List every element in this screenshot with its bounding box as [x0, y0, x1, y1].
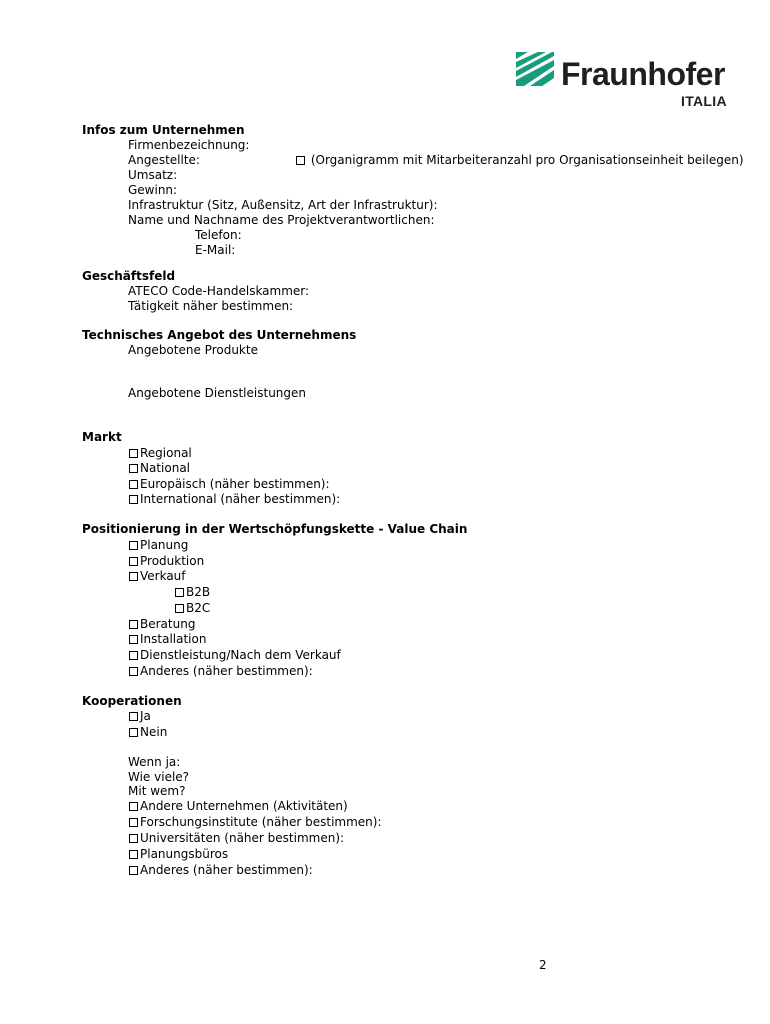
text-wie-viele: Wie viele? — [128, 770, 190, 784]
option-ja — [129, 708, 151, 724]
checkbox-national[interactable] — [129, 464, 138, 473]
checkbox-ja[interactable] — [129, 712, 138, 721]
section-title-geschaeftsfeld: Geschäftsfeld — [82, 269, 176, 283]
fraunhofer-logo-icon — [516, 52, 556, 86]
logo-wordmark: Fraunhofer — [561, 56, 725, 92]
label-national: National — [140, 461, 191, 475]
checkbox-dienstleistung[interactable] — [129, 651, 138, 660]
option-verkauf — [129, 568, 186, 584]
field-projektverantwortlicher: Name und Nachname des Projektverantwortlichen: — [128, 213, 435, 227]
field-taetigkeit: Tätigkeit näher bestimmen: — [128, 299, 294, 313]
page-number: 2 — [539, 958, 547, 972]
option-europaeisch — [129, 476, 330, 492]
field-dienstleistungen: Angebotene Dienstleistungen — [128, 386, 307, 400]
checkbox-organigramm[interactable] — [296, 156, 305, 165]
checkbox-anderes-kooperationen[interactable] — [129, 866, 138, 875]
checkbox-andere-unternehmen[interactable] — [129, 802, 138, 811]
option-universitaeten — [129, 830, 344, 846]
section-title-positionierung: Positionierung in der Wertschöpfungskette - Value Chain — [82, 522, 468, 536]
text-mit-wem: Mit wem? — [128, 784, 186, 798]
section-title-markt: Markt — [82, 430, 122, 444]
field-angestellte: Angestellte: — [128, 153, 200, 167]
label-b2c: B2C — [186, 601, 211, 615]
checkbox-b2c[interactable] — [175, 604, 184, 613]
checkbox-produktion[interactable] — [129, 557, 138, 566]
option-b2c — [175, 600, 210, 616]
label-produktion: Produktion — [140, 554, 205, 568]
label-planungsbueros: Planungsbüros — [140, 847, 229, 861]
option-andere-unternehmen — [129, 798, 348, 814]
field-telefon: Telefon: — [195, 228, 242, 242]
field-gewinn: Gewinn: — [128, 183, 178, 197]
field-umsatz: Umsatz: — [128, 168, 178, 182]
checkbox-anderes-value-chain[interactable] — [129, 667, 138, 676]
section-title-kooperationen: Kooperationen — [82, 694, 182, 708]
section-title-infos: Infos zum Unternehmen — [82, 123, 245, 137]
option-beratung — [129, 616, 195, 632]
option-installation — [129, 631, 206, 647]
field-infrastruktur: Infrastruktur (Sitz, Außensitz, Art der Infrastruktur): — [128, 198, 438, 212]
label-anderes-kooperationen: Anderes (näher bestimmen): — [140, 863, 313, 877]
option-planungsbueros — [129, 846, 228, 862]
label-forschungsinstitute: Forschungsinstitute (näher bestimmen): — [140, 815, 382, 829]
checkbox-beratung[interactable] — [129, 620, 138, 629]
field-email: E-Mail: — [195, 243, 236, 257]
label-dienstleistung: Dienstleistung/Nach dem Verkauf — [140, 648, 341, 662]
label-installation: Installation — [140, 632, 207, 646]
option-anderes-value-chain — [129, 663, 313, 679]
label-anderes-value-chain: Anderes (näher bestimmen): — [140, 664, 313, 678]
label-international: International (näher bestimmen): — [140, 492, 341, 506]
option-regional — [129, 445, 192, 461]
text-wenn-ja: Wenn ja: — [128, 755, 181, 769]
checkbox-europaeisch[interactable] — [129, 480, 138, 489]
option-nein — [129, 724, 167, 740]
checkbox-forschungsinstitute[interactable] — [129, 818, 138, 827]
logo-subtitle: ITALIA — [681, 93, 727, 109]
option-b2b — [175, 584, 210, 600]
organigramm-option — [296, 152, 744, 168]
checkbox-international[interactable] — [129, 495, 138, 504]
label-andere-unternehmen: Andere Unternehmen (Aktivitäten) — [140, 799, 348, 813]
label-planung: Planung — [140, 538, 189, 552]
label-b2b: B2B — [186, 585, 211, 599]
option-national — [129, 460, 190, 476]
checkbox-installation[interactable] — [129, 635, 138, 644]
label-universitaeten: Universitäten (näher bestimmen): — [140, 831, 345, 845]
section-title-technisches-angebot: Technisches Angebot des Unternehmens — [82, 328, 357, 342]
field-produkte: Angebotene Produkte — [128, 343, 258, 357]
organigramm-label: (Organigramm mit Mitarbeiteranzahl pro Organisationseinheit beilegen) — [310, 153, 744, 167]
option-forschungsinstitute — [129, 814, 382, 830]
option-planung — [129, 537, 188, 553]
field-ateco: ATECO Code-Handelskammer: — [128, 284, 310, 298]
checkbox-verkauf[interactable] — [129, 572, 138, 581]
checkbox-regional[interactable] — [129, 449, 138, 458]
option-produktion — [129, 553, 204, 569]
field-firmenbezeichnung: Firmenbezeichnung: — [128, 138, 250, 152]
label-europaeisch: Europäisch (näher bestimmen): — [140, 477, 330, 491]
label-regional: Regional — [140, 446, 192, 460]
label-ja: Ja — [140, 709, 151, 723]
option-dienstleistung — [129, 647, 341, 663]
checkbox-planungsbueros[interactable] — [129, 850, 138, 859]
option-anderes-kooperationen — [129, 862, 313, 878]
checkbox-universitaeten[interactable] — [129, 834, 138, 843]
label-nein: Nein — [140, 725, 168, 739]
checkbox-b2b[interactable] — [175, 588, 184, 597]
checkbox-nein[interactable] — [129, 728, 138, 737]
option-international — [129, 491, 340, 507]
label-beratung: Beratung — [140, 617, 196, 631]
label-verkauf: Verkauf — [140, 569, 186, 583]
checkbox-planung[interactable] — [129, 541, 138, 550]
